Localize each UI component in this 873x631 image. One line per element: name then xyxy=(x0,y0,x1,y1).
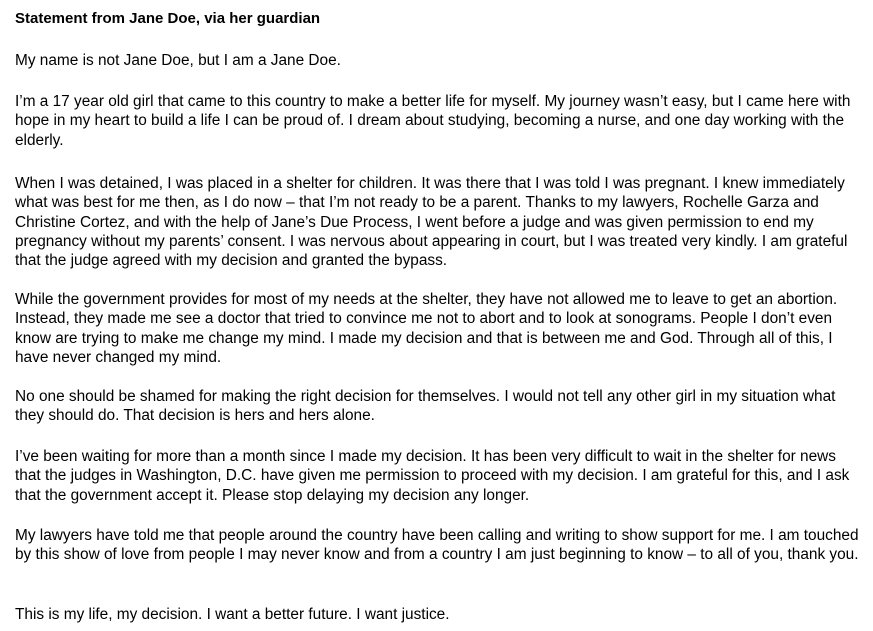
paragraph-closing: This is my life, my decision. I want a better future. I want justice. xyxy=(15,606,450,623)
paragraph-shelter: While the government provides for most of my needs at the shelter, they have not allowed me to leave to get an abortion. Instead, they made me see a doctor that tried to convince me not to abort and to look at sonograms. People I don’t even know are trying to make me change my mind. I made my decision and that is between me and God. Through all of this, I have never changed my mind. xyxy=(15,291,838,366)
paragraph-intro: My name is not Jane Doe, but I am a Jane Doe. xyxy=(15,52,341,69)
paragraph-background: I’m a 17 year old girl that came to this country to make a better life for myself. My journey wasn’t easy, but I came here with hope in my heart to build a life I can be proud of. I dream about studying, becoming a nurse, and one day working with the elderly. xyxy=(15,93,851,149)
paragraph-detention: When I was detained, I was placed in a shelter for children. It was there that I was told I was pregnant. I knew immediately what was best for me then, as I do now – that I’m not ready to be a parent. Thanks to my lawyers, Rochelle Garza and Christine Cortez, and with the help of Jane’s Due Process, I went before a judge and was given permission to end my pregnancy without my parents’ consent. I was nervous about appearing in court, but I was treated very kindly. I am grateful that the judge agreed with my decision and granted the bypass. xyxy=(15,175,848,270)
paragraph-no-shame: No one should be shamed for making the right decision for themselves. I would not tell any other girl in my situation what they should do. That decision is hers and hers alone. xyxy=(15,388,836,425)
paragraph-support: My lawyers have told me that people around the country have been calling and writing to show support for me. I am touched by this show of love from people I may never know and from a country I am just beginning to know – to all of you, thank you. xyxy=(15,527,859,564)
paragraph-waiting: I’ve been waiting for more than a month since I made my decision. It has been very difficult to wait in the shelter for news that the judges in Washington, D.C. have given me permission to proceed with my decision. I am grateful for this, and I ask that the government accept it. Please stop delaying my decision any longer. xyxy=(15,448,850,504)
document-title: Statement from Jane Doe, via her guardian xyxy=(15,10,321,27)
